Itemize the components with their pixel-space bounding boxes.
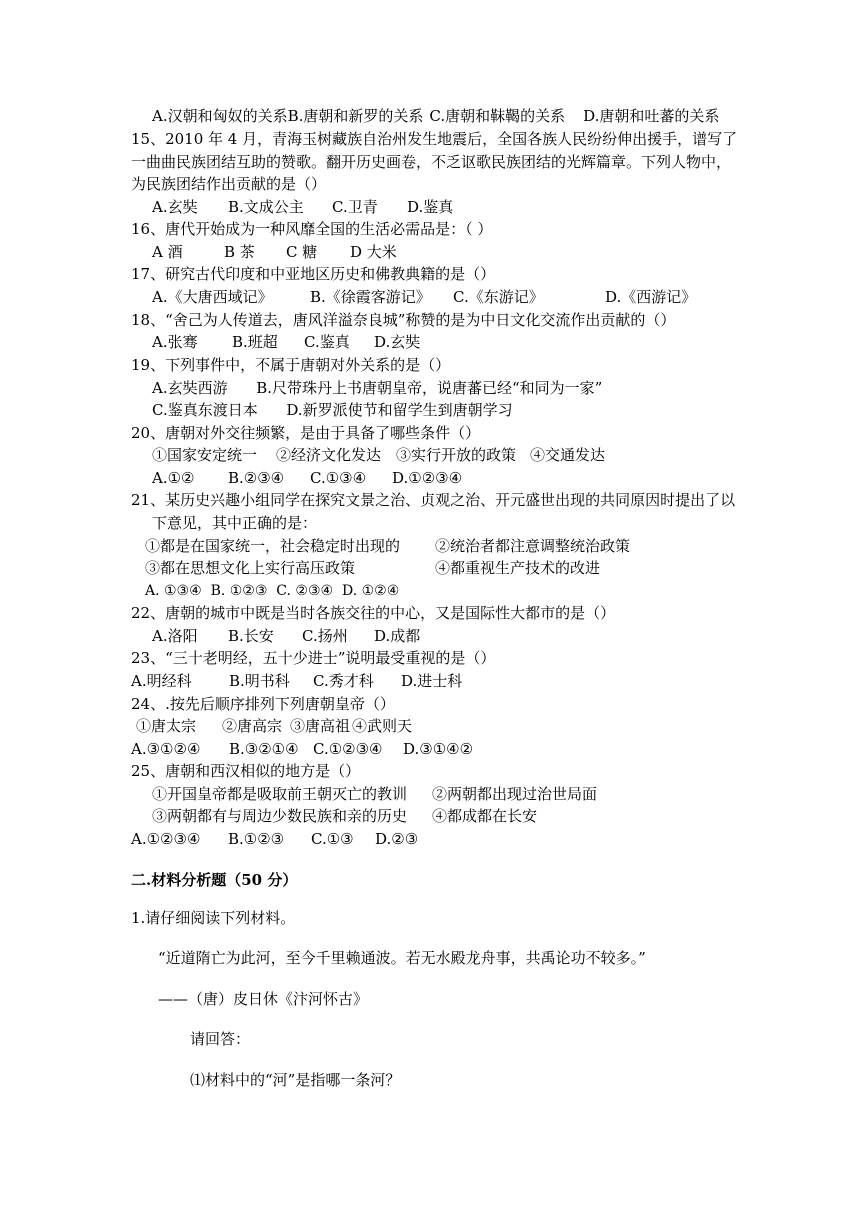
- q18-options: [152, 332, 420, 352]
- q21-stem-line-2: 下意见，其中正确的是：: [152, 514, 318, 532]
- q25-item-3: ③两朝都有与周边少数民族和亲的历史: [152, 807, 408, 825]
- q25-stem: 25、唐朝和西汉相似的地方是（）: [131, 762, 361, 780]
- q15-options: [152, 197, 453, 217]
- q15-stem-line-1: 15、2010 年 4 月，青海玉树藏族自治州发生地震后，全国各族人民纷纷伸出援手，谱写了: [131, 130, 738, 148]
- q25-item-4: ④都成都在长安: [432, 807, 538, 825]
- q17-option-b: B.《徐霞客游记》: [310, 288, 431, 306]
- q22-stem: 22、唐朝的城市中既是当时各族交往的中心，又是国际性大都市的是（）: [131, 604, 616, 622]
- q21-item-4: ④都重视生产技术的改进: [435, 559, 601, 577]
- q24-option-d: D.③①④②: [403, 740, 474, 758]
- q21-item-3: ③都在思想文化上实行高压政策: [145, 559, 356, 577]
- q24-item-3: ③唐高祖: [290, 717, 351, 735]
- q24-items: [136, 716, 412, 736]
- q15-option-a: A.玄奘: [152, 198, 198, 216]
- q14-option-c: C.唐朝和靺鞨的关系: [429, 107, 566, 125]
- q16-option-d: D 大米: [350, 243, 397, 261]
- q23-option-b: B.明书科: [229, 672, 290, 690]
- q25-option-b: B.①②③: [228, 830, 285, 848]
- q24-item-4: ④武则天: [352, 717, 413, 735]
- q16-option-c: C 糖: [286, 243, 318, 261]
- q19-options-line-2: C.鉴真东渡日本 D.新罗派使节和留学生到唐朝学习: [152, 401, 513, 419]
- section-2-title: 二.材料分析题（50 分）: [131, 871, 298, 889]
- q17-stem: 17、研究古代印度和中亚地区历史和佛教典籍的是（）: [131, 265, 496, 283]
- q15-stem-line-3: 为民族团结作出贡献的是（）: [131, 175, 327, 193]
- q17-option-a: A.《大唐西域记》: [152, 288, 273, 306]
- q22-option-a: A.洛阳: [152, 627, 198, 645]
- q17-option-d: D.《西游记》: [605, 288, 697, 306]
- q25-option-d: D.②③: [375, 830, 419, 848]
- q25-item-2: ②两朝都出现过治世局面: [432, 785, 598, 803]
- q25-item-1: ①开国皇帝都是吸取前王朝灭亡的教训: [152, 785, 408, 803]
- q17-options: [152, 287, 696, 307]
- material-question-1-intro: 1.请仔细阅读下列材料。: [131, 909, 296, 927]
- q21-stem-line-1: 21、某历史兴趣小组同学在探究文景之治、贞观之治、开元盛世出现的共同原因时提出了以: [131, 491, 736, 509]
- q20-condition-2: ②经济文化发达: [276, 446, 382, 464]
- answer-prompt: 请回答：: [190, 1030, 251, 1048]
- q19-options-line-1: A.玄奘西游 B.尺带珠丹上书唐朝皇帝，说唐蕃已经“和同为一家”: [152, 379, 603, 397]
- q25-items-row-2: [152, 806, 537, 826]
- q25-items-row-1: [152, 784, 597, 804]
- q21-items-row-1: [145, 536, 630, 556]
- q23-option-d: D.进士科: [401, 672, 463, 690]
- q14-options: [152, 106, 719, 126]
- q16-stem: 16、唐代开始成为一种风靡全国的生活必需品是：（ ）: [131, 220, 493, 238]
- q20-options: [152, 468, 462, 488]
- q22-option-d: D.成都: [374, 627, 421, 645]
- q23-stem: 23、“三十老明经，五十少进士”说明最受重视的是（）: [131, 649, 496, 667]
- q24-option-a: A.③①②④: [131, 740, 201, 758]
- q15-option-d: D.鉴真: [407, 198, 454, 216]
- material-quote: “近道隋亡为此河，至今千里赖通波。若无水殿龙舟事，共禹论功不较多。”: [158, 949, 646, 967]
- q21-options: A. ①③④ B. ①②③ C. ②③④ D. ①②④: [145, 583, 400, 599]
- q17-option-c: C.《东游记》: [453, 288, 544, 306]
- q20-condition-4: ④交通发达: [530, 446, 606, 464]
- q18-option-c: C.鉴真: [304, 333, 350, 351]
- sub-question-1: ⑴材料中的“河”是指哪一条河？: [190, 1071, 401, 1089]
- q24-option-b: B.③②①④: [229, 740, 299, 758]
- q25-option-a: A.①②③④: [131, 830, 201, 848]
- q15-option-b: B.文成公主: [228, 198, 304, 216]
- q16-options: [152, 242, 397, 262]
- q25-options: [131, 829, 418, 849]
- q20-conditions: [152, 445, 605, 465]
- q18-option-a: A.张骞: [152, 333, 198, 351]
- q21-items-row-2: [145, 558, 600, 578]
- q14-option-d: D.唐朝和吐蕃的关系: [583, 107, 720, 125]
- q16-option-b: B 茶: [224, 243, 255, 261]
- q24-item-2: ②唐高宗: [222, 717, 283, 735]
- q18-option-d: D.玄奘: [374, 333, 421, 351]
- q18-option-b: B.班超: [232, 333, 278, 351]
- q18-stem: 18、“舍己为人传道去，唐风洋溢奈良城”称赞的是为中日文化交流作出贡献的（）: [131, 311, 676, 329]
- q20-option-a: A.①②: [152, 469, 195, 487]
- q21-item-1: ①都是在国家统一，社会稳定时出现的: [145, 537, 401, 555]
- q20-condition-3: ③实行开放的政策: [396, 446, 517, 464]
- q22-option-c: C.扬州: [302, 627, 348, 645]
- q24-option-c: C.①②③④: [313, 740, 383, 758]
- q20-option-c: C.①③④: [310, 469, 367, 487]
- q22-option-b: B.长安: [228, 627, 274, 645]
- q20-condition-1: ①国家安定统一: [152, 446, 258, 464]
- q23-option-c: C.秀才科: [313, 672, 374, 690]
- q16-option-a: A 酒: [152, 243, 183, 261]
- q21-item-2: ②统治者都注意调整统治政策: [435, 537, 631, 555]
- q19-stem: 19、下列事件中，不属于唐朝对外关系的是（）: [131, 356, 451, 374]
- q22-options: [152, 626, 420, 646]
- q25-option-c: C.①③: [311, 830, 354, 848]
- q15-option-c: C.卫青: [332, 198, 378, 216]
- q24-stem: 24、.按先后顺序排列下列唐朝皇帝（）: [131, 695, 395, 713]
- q14-option-b: B.唐朝和新罗的关系: [287, 107, 424, 125]
- q14-option-a: A.汉朝和匈奴的关系: [152, 107, 288, 125]
- q24-item-1: ①唐太宗: [136, 717, 197, 735]
- q23-option-a: A.明经科: [131, 672, 192, 690]
- q20-stem: 20、唐朝对外交往频繁，是由于具备了哪些条件（）: [131, 424, 481, 442]
- q20-option-d: D.①②③④: [392, 469, 463, 487]
- q15-stem-line-2: 一曲曲民族团结互助的赞歌。翻开历史画卷，不乏讴歌民族团结的光辉篇章。下列人物中，: [131, 153, 732, 171]
- q23-options: [131, 671, 462, 691]
- material-source: ——（唐）皮日休《汴河怀古》: [158, 990, 369, 1008]
- q24-options: [131, 739, 473, 759]
- q20-option-b: B.②③④: [228, 469, 285, 487]
